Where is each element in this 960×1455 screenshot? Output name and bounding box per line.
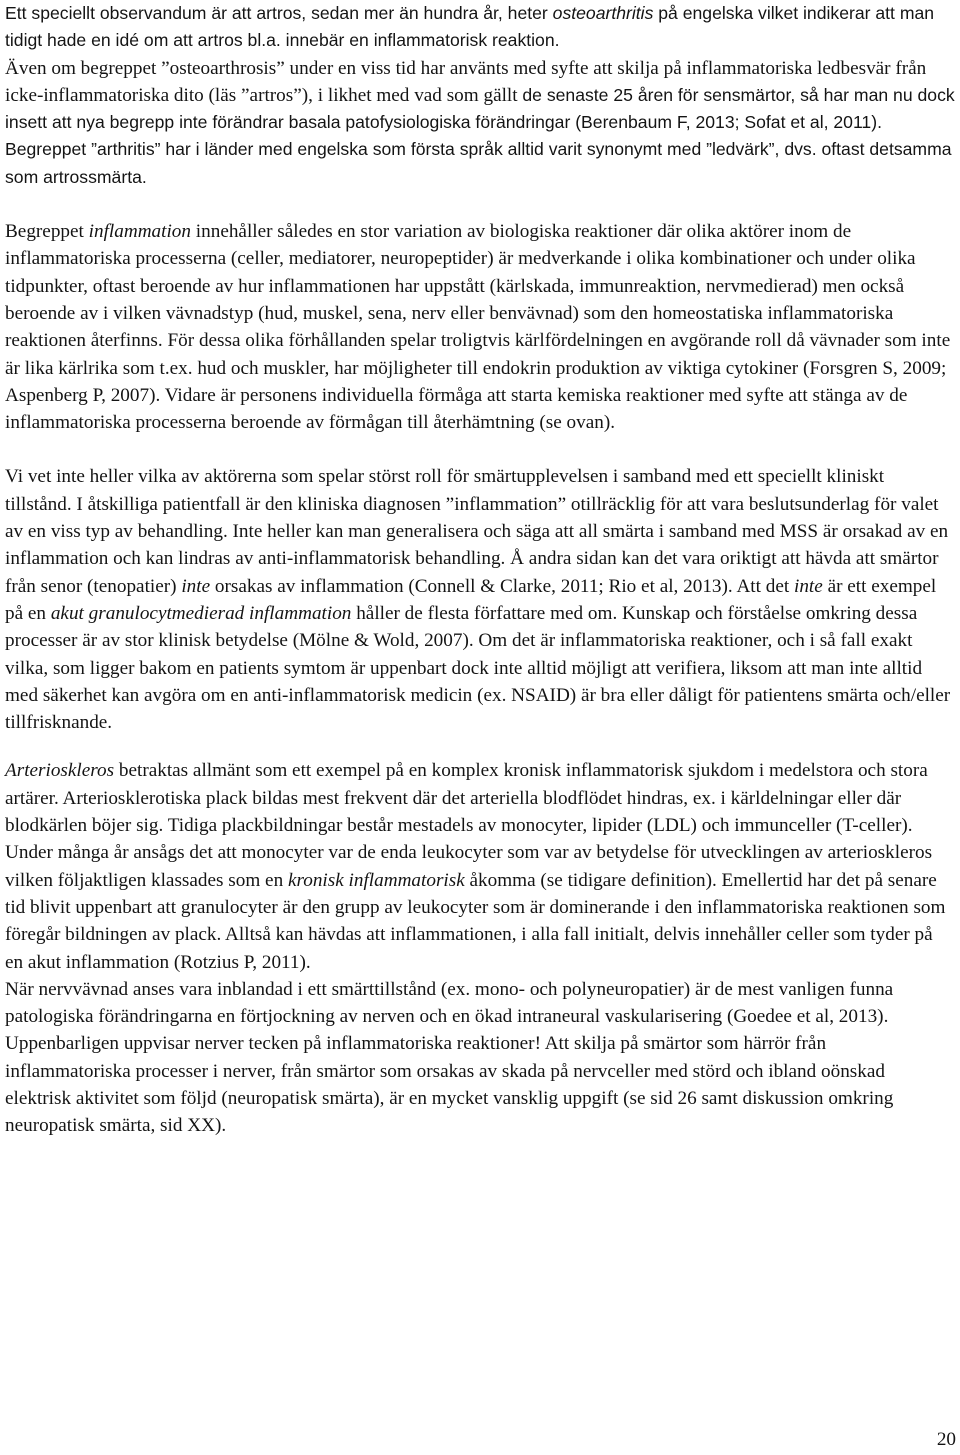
text-run: är ett exempel på en [5,575,937,624]
text-run: Ett speciellt observandum är att artros, sedan mer än hundra år, heter [5,3,553,23]
italic-term: inflammation [88,221,191,243]
text-run: orsakas av inflammation (Connell & Clarke, 2011; Rio et al, 2013). Att det [210,575,794,597]
paragraph-arterioskleros [5,757,955,975]
text-run: innehåller således en stor variation av biologiska reaktioner där olika aktörer inom de inflammatoriska processerna (celler, mediatorer, neuropeptider) är medverkande i olika kombinationer och under olika tidpunkter, oftast beroende av hur inflammationen har uppstått (kärlskada, immunreaktion, nervmedierad) men också beroende av i vilken vävnadstyp (hud, muskel, sena, nerv eller benvävnad) som den homeostatiska inflammatoriska reaktionen återfinns. För dessa olika förhållanden spelar troligtvis kärlfördelningen en avgörande roll då vävnader som inte är lika kärlrika som t.ex. hud och muskler, har möjligheter till endokrin produktion av viktiga cytokiner (Forsgren S, 2009; Aspenberg P, 2007). Vidare är personens individuella förmåga att starta kemiska reaktioner med syfte att stänga av de inflammatoriska processerna beroende av förmågan till återhämtning (se ovan). [5,221,951,434]
paragraph-actors [5,463,955,736]
text-run: de senaste 25 åren för sensmärtor, så har man nu dock insett att nya begrepp inte förändrar basala patofysiologiska förändringar (Berenbaum F, 2013; Sofat et al, 2011). Begreppet ”arthritis” har i länder med engelska som första språk alltid varit synonymt med ”ledvärk”, dvs. oftast detsamma som artrossmärta. [5,84,955,187]
paragraph-gap [5,736,955,757]
paragraph-nervvavnad [5,976,955,1140]
paragraph-artros-intro [5,0,955,55]
document-page [5,0,955,1140]
paragraph-osteoarthrosis [5,55,955,191]
text-run: När nervvävnad anses vara inblandad i ett smärttillstånd (ex. mono- och polyneuropatier) är de mest vanligen funna patologiska förändringarna en förtjockning av nerven och en ökad intraneural vaskularisering (Goedee et al, 2013). Uppenbarligen uppvisar nerver tecken på inflammatoriska reaktioner! Att skilja på smärtor som härrör från inflammatoriska processer i nerver, från smärtor som orsakas av skada på nervceller med störd och ibland oönskad elektrisk aktivitet som följd (neuropatisk smärta), är en mycket vansklig uppgift (se sid 26 samt diskussion omkring neuropatisk smärta, sid XX). [5,978,894,1137]
text-run: håller de flesta författare med om. Kunskap och förståelse omkring dessa processer är av stor klinisk betydelse (Mölne & Wold, 2007). Om det är inflammatoriska reaktioner, och i så fall exakt vilka, som ligger bakom en patients symtom är uppenbart dock inte alltid möjligt att verifiera, liksom att man inte alltid med säkerhet kan avgöra om en anti-inflammatorisk medicin (ex. NSAID) är bra eller dåligt för patientens smärta och/eller tillfrisknande. [5,602,951,734]
text-run: åkomma (se tidigare definition). Emellertid har det på senare tid blivit uppenbart att granulocyter är den grupp av leukocyter som är dominerande i den inflammatoriska reaktionen som föregår bildningen av plack. Alltså kan hävdas att inflammationen, i alla fall initialt, delvis innehåller celler som tyder på en akut inflammation (Rotzius P, 2011). [5,869,946,973]
text-run: Vi vet inte heller vilka av aktörerna som spelar störst roll för smärtupplevelsen i samband med ett speciellt kliniskt tillstånd. I åtskilliga patientfall är den kliniska diagnosen ”inflammation” otillräcklig för att vara beslutsunderlag för valet av en viss typ av behandling. Inte heller kan man generalisera och säga att all smärta i samband med MSS är orsakad av en inflammation och kan lindras av anti-inflammatorisk behandling. Å andra sidan kan det vara oriktigt att hävda att smärtor från senor (tenopatier) [5,466,949,597]
italic-term: akut granulocytmedierad inflammation [50,602,352,624]
italic-term: kronisk inflammatorisk [287,869,465,891]
italic-term: inte [794,575,823,597]
text-run: på engelska vilket indikerar att man tidigt hade en idé om att artros bl.a. innebär en inflammatorisk reaktion. [5,3,935,51]
text-run: betraktas allmänt som ett exempel på en komplex kronisk inflammatorisk sjukdom i medelstora och stora artärer. Arteriosklerotiska plack bildas mest frekvent där det arteriella blodflödet hindras, ex. i kärldelningar eller där blodkärlen böjer sig. Tidiga plackbildningar består mestadels av monocyter, lipider (LDL) och immunceller (T-celler). Under många år ansågs det att monocyter var de enda leukocyter som var av betydelse för utvecklingen av arterioskleros vilken följaktligen klassades som en [5,760,933,891]
text-run: Även om begreppet ”osteoarthrosis” under en viss tid har använts med syfte att skilja på inflammatoriska ledbesvär från icke-inflammatoriska dito (läs ”artros”), i likhet med vad som gällt [5,57,927,106]
paragraph-gap [5,436,955,463]
italic-term: osteoarthritis [552,3,654,23]
italic-term: Arterioskleros [5,760,115,782]
italic-term: inte [181,575,211,597]
paragraph-inflammation [5,218,955,436]
paragraph-gap [5,191,955,218]
page-number: 20 [936,1429,956,1450]
text-run: Begreppet [5,221,89,243]
